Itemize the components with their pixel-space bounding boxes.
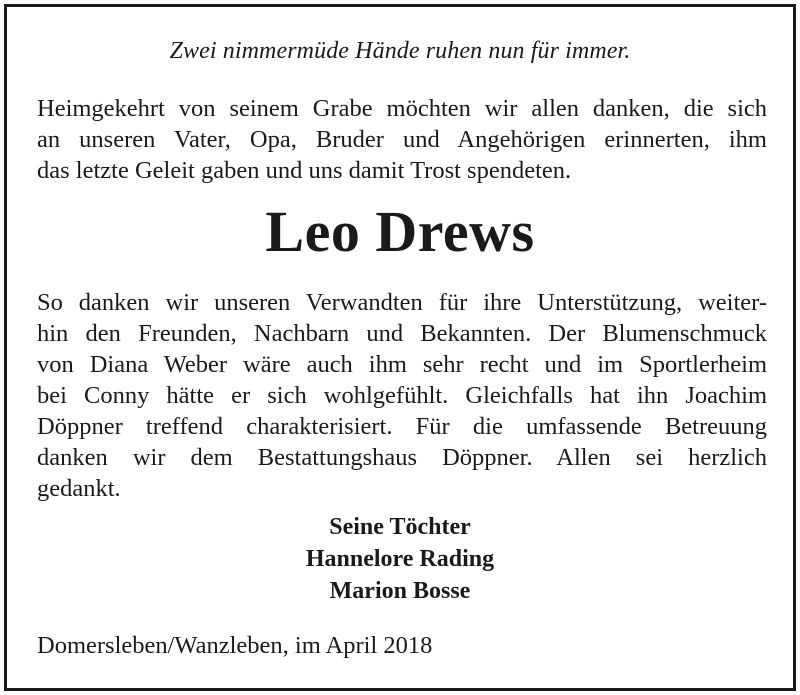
thanks-paragraph bbox=[37, 287, 767, 504]
intro-line: das letzte Geleit gaben und uns damit Trost spendeten. bbox=[37, 157, 572, 184]
signer-line: Seine Töchter bbox=[329, 514, 471, 540]
intro-line: an unseren Vater, Opa, Bruder und Angehörigen erinnerten, ihm bbox=[37, 126, 767, 153]
thanks-line: von Diana Weber wäre auch ihm sehr recht und im Sportlerheim bbox=[37, 351, 767, 378]
place-date: Domersleben/Wanzleben, im April 2018 bbox=[37, 632, 433, 659]
intro-line: Heimgekehrt von seinem Grabe möchten wir allen danken, die sich bbox=[37, 95, 767, 122]
thanks-line: bei Conny hätte er sich wohlgefühlt. Gleichfalls hat ihn Joachim bbox=[37, 382, 767, 409]
deceased-name: Leo Drews bbox=[265, 199, 535, 264]
motto: Zwei nimmermüde Hände ruhen nun für immer. bbox=[169, 38, 631, 64]
thanks-line: So danken wir unseren Verwandten für ihre Unterstützung, weiter- bbox=[37, 289, 767, 316]
intro-paragraph bbox=[37, 93, 767, 186]
thanks-line: hin den Freunden, Nachbarn und Bekannten. Der Blumenschmuck bbox=[37, 320, 767, 347]
thanks-line: danken wir dem Bestattungshaus Döppner. Allen sei herzlich bbox=[37, 444, 767, 471]
signer-line: Marion Bosse bbox=[329, 578, 471, 604]
signer-line: Hannelore Rading bbox=[305, 546, 495, 572]
obituary-notice bbox=[4, 4, 796, 691]
thanks-line: gedankt. bbox=[37, 475, 121, 502]
thanks-line: Döppner treffend charakterisiert. Für die umfassende Betreuung bbox=[37, 413, 767, 440]
signers-block bbox=[7, 511, 793, 607]
